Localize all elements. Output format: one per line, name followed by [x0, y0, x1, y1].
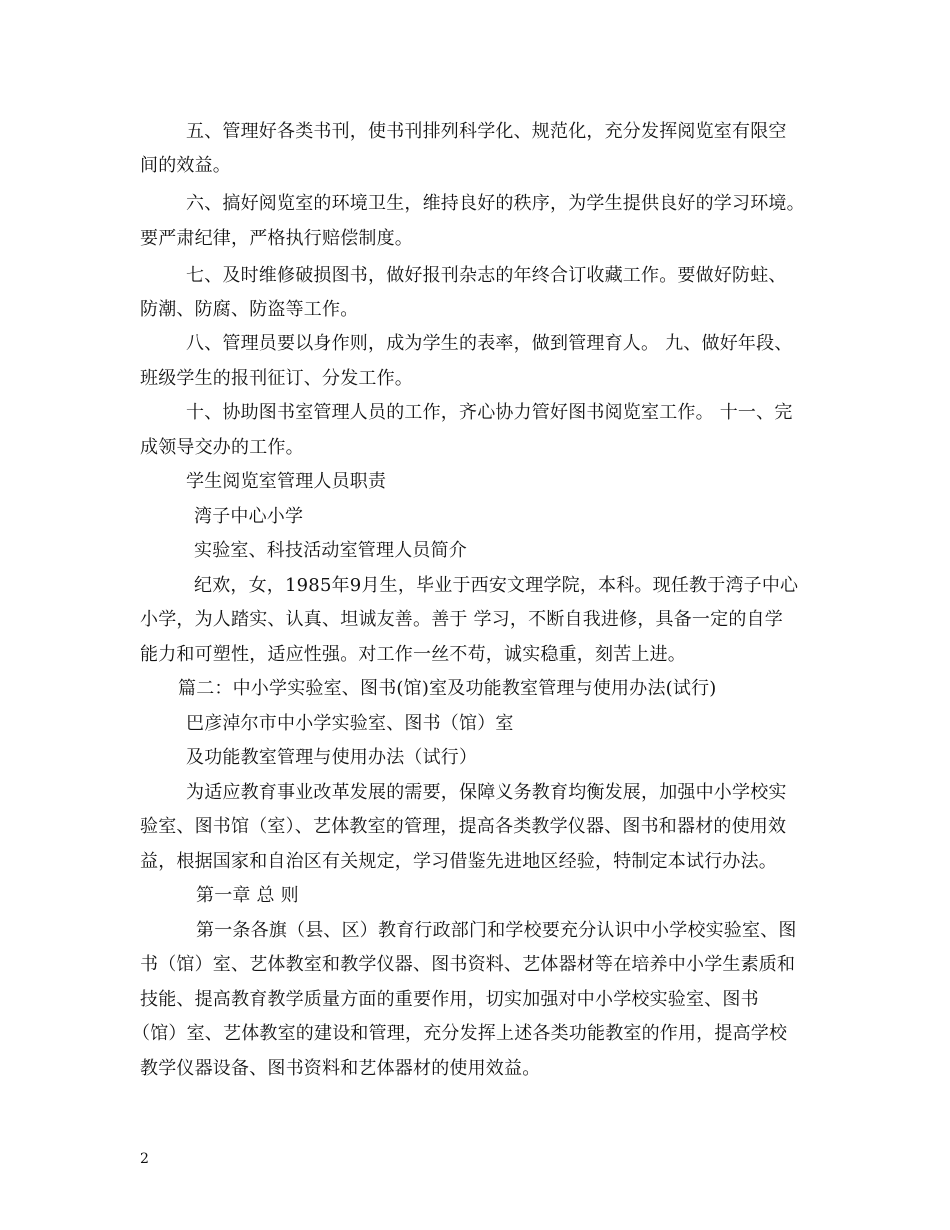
section-title-line: 篇二：中小学实验室、图书(馆)室及功能教室管理与使用办法(试行) [178, 678, 717, 699]
paragraph-line: 班级学生的报刊征订、分发工作。 [140, 368, 413, 389]
title-line: 巴彦淖尔市中小学实验室、图书（馆）室 [186, 713, 514, 734]
page-number: 2 [140, 1151, 149, 1167]
paragraph-line: 技能、提高教育教学质量方面的重要作用，切实加强对中小学校实验室、图书 [140, 989, 759, 1010]
paragraph-line: 益，根据国家和自治区有关规定，学习借鉴先进地区经验，特制定本试行办法。 [140, 851, 777, 872]
paragraph-line: 六、搞好阅览室的环境卫生，维持良好的秩序，为学生提供良好的学习环境。 [186, 193, 805, 214]
chapter-heading-line: 第一章 总 则 [196, 885, 299, 906]
paragraph-line: 十、协助图书室管理人员的工作，齐心协力管好图书阅览室工作。 十一、完 [186, 402, 793, 423]
paragraph-line: 第一条各旗（县、区）教育行政部门和学校要充分认识中小学校实验室、图 [196, 920, 797, 941]
paragraph-line: 纪欢，女，1985年9月生，毕业于西安文理学院，本科。现任教于湾子中心 [194, 575, 799, 596]
title-line: 及功能教室管理与使用办法（试行） [186, 747, 478, 768]
paragraph-line: 书（馆）室、艺体教室和教学仪器、图书资料、艺体器材等在培养中小学生素质和 [140, 954, 796, 975]
heading-line: 学生阅览室管理人员职责 [186, 471, 387, 492]
paragraph-line: 七、及时维修破损图书，做好报刊杂志的年终合订收藏工作。要做好防蛀、 [186, 265, 787, 286]
paragraph-line: 能力和可塑性，适应性强。对工作一丝不苟，诚实稳重，刻苦上进。 [140, 644, 686, 665]
paragraph-line: 五、管理好各类书刊，使书刊排列科学化、规范化，充分发挥阅览室有限空 [186, 121, 787, 142]
paragraph-line: 成领导交办的工作。 [140, 437, 304, 458]
paragraph-line: 要严肃纪律，严格执行赔偿制度。 [140, 228, 413, 249]
paragraph-line: 八、管理员要以身作则，成为学生的表率，做到管理育人。 九、做好年段、 [186, 333, 793, 354]
school-name-line: 湾子中心小学 [194, 506, 304, 527]
paragraph-line: 验室、图书馆（室）、艺体教室的管理，提高各类教学仪器、图书和器材的使用效 [140, 816, 787, 837]
paragraph-line: 教学仪器设备、图书资料和艺体器材的使用效益。 [140, 1058, 541, 1079]
heading-line: 实验室、科技活动室管理人员简介 [194, 540, 467, 561]
paragraph-line: 防潮、防腐、防盗等工作。 [140, 299, 359, 320]
paragraph-line: 小学，为人踏实、认真、坦诚友善。善于 学习，不断自我进修，具备一定的自学 [140, 609, 783, 630]
paragraph-line: 间的效益。 [140, 155, 231, 176]
paragraph-line: （馆）室、艺体教室的建设和管理，充分发挥上述各类功能教室的作用，提高学校 [132, 1023, 788, 1044]
paragraph-line: 为适应教育事业改革发展的需要，保障义务教育均衡发展，加强中小学校实 [186, 782, 787, 803]
